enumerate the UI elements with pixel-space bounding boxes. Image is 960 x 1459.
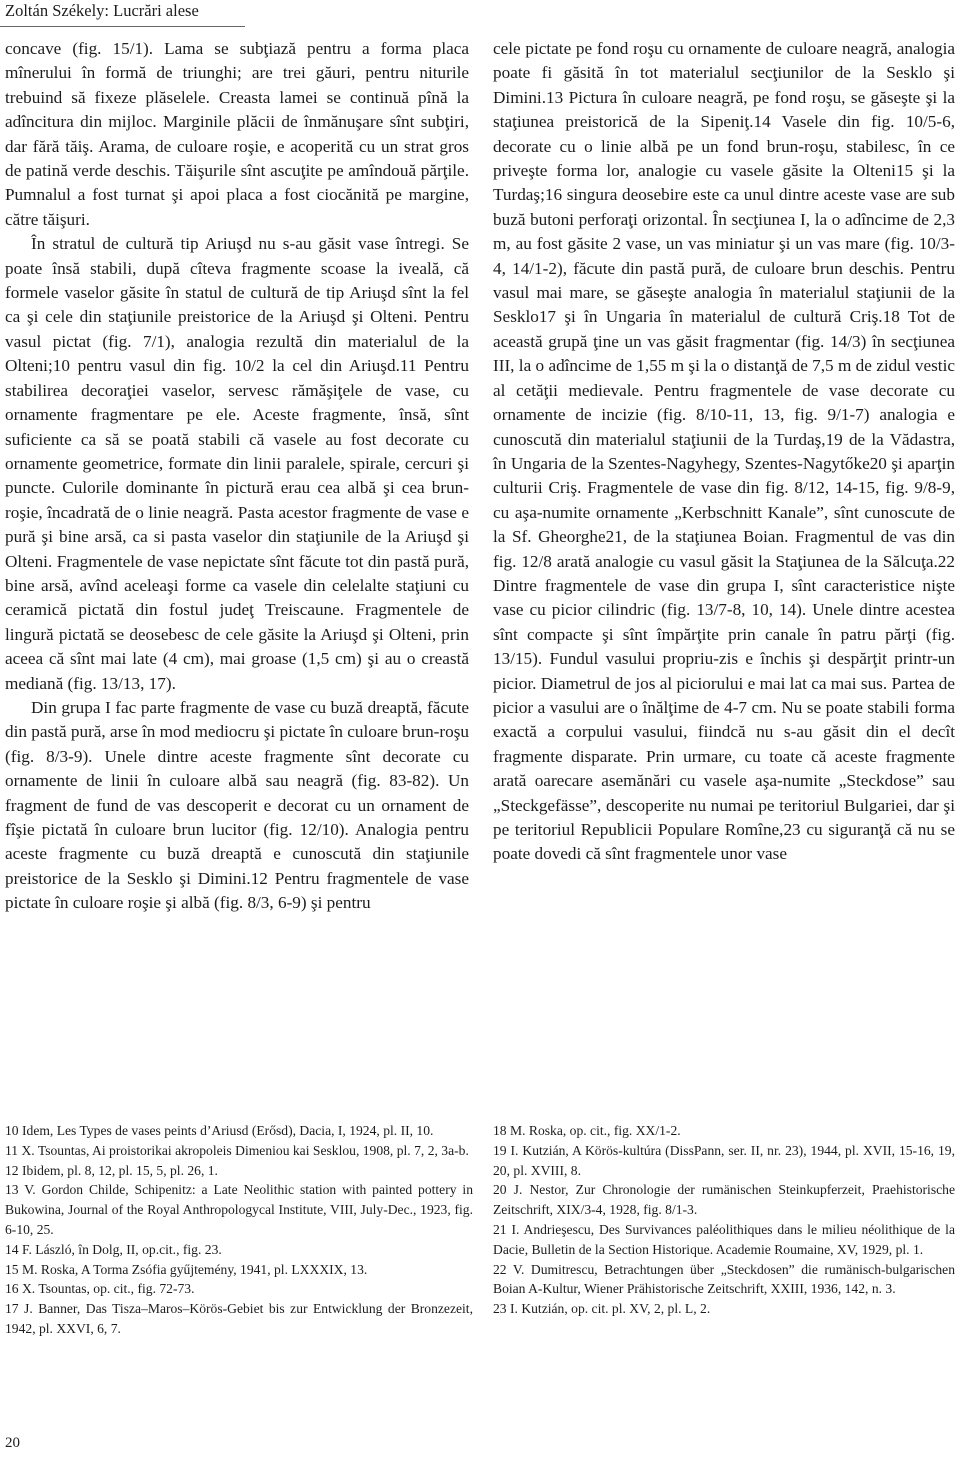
footnote: 23 I. Kutzián, op. cit. pl. XV, 2, pl. L, 2. [493,1301,711,1317]
footnote: 14 F. László, în Dolg, II, op.cit., fig. 23. [5,1241,222,1257]
text-column-left [5,37,469,916]
paragraph: concave (fig. 15/1). Lama se subţiază pentru a forma placa mînerului în formă de triunghi; are trei găuri, pentru niturile trebuind să fixeze plăselele. Creasta lamei se continuă pînă la adîncitura din mijloc. Marginile plăcii de înmănuşare sînt subţiri, dar fără tăiş. Arama, de culoare roşie, e acoperită cu un strat gros de patină verde deschis. Tăişurile sînt ascuţite pe amîndouă părţile. Pumnalul a fost turnat şi apoi placa a fost ciocănită pe margine, către tăişuri. [5,39,469,229]
header-rule [0,26,245,27]
footnote: 12 Ibidem, pl. 8, 12, pl. 15, 5, pl. 26, 1. [5,1162,218,1178]
footnote: 22 V. Dumitrescu, Betrachtungen über „Steckdosen” die rumänisch-bulgarischen Boian A-Kultur, Wiener Prähistorische Zeitschrift, XXIII, 1936, 142, n. 3. [493,1261,955,1297]
paragraph: În stratul de cultură tip Ariuşd nu s-au găsit vase întregi. Se poate însă stabili, după cîteva fragmente scoase la iveală, că formele vaselor găsite în statul de cultură de tip Ariuşd sînt la fel ca şi cele din staţiunile preistorice de la Ariuşd şi Olteni. Pentru vasul pictat (fig. 7/1), analogia rezultă din materialul de la Olteni;10 pentru vasul din fig. 10/2 la cel din Ariuşd.11 Pentru stabilirea decoraţiei vaselor, servesc rămăşiţele de vase, cu ornamente fragmentare pe ele. Aceste fragmente, însă, sînt suficiente ca să se poată stabili că vasele au fost decorate cu ornamente geometrice, formate din linii paralele, spirale, cercuri şi puncte. Culorile dominante în pictură erau cea albă şi cea brun-roşie, încadrată de o linie neagră. Pasta acestor fragmente de vase e pură şi bine arsă, ca si pasta vaselor din staţiunile de la Ariuşd şi Olteni. Fragmentele de vase nepictate sînt făcute tot din pastă pură, bine arsă, avînd aceleaşi forme ca vasele din celelalte staţiuni cu ceramică pictată din fostul judeţ Treiscaune. Fragmentele de lingură pictată se deosebesc de cele găsite la Ariuşd şi Olteni, prin aceea că sînt mai late (4 cm), mai groase (1,5 cm) şi au o creastă mediană (fig. 13/13, 17). [5,234,469,693]
text-column-right [493,37,955,867]
paragraph: cele pictate pe fond roşu cu ornamente de culoare neagră, analogia poate fi găsită în tot materialul secţiunilor de la Sesklo şi Dimini.13 Pictura în culoare neagră, pe fond roşu, se găseşte şi la staţiunea preistorică de la Sipeniţ.14 Vasele din fig. 10/5-6, decorate cu o linie albă pe un fond brun-roşu, stabilesc, în ce priveşte forma lor, analogie cu vasele găsite la Olteni15 şi la Turdaş;16 singura deosebire este ca unul dintre aceste vase are sub buză butoni perforaţi orizontal. În secţiunea I, la o adîncime de 2,3 m, au fost găsite 2 vase, un vas miniatur şi un vas mare (fig. 10/3-4, 14/1-2), făcute din pastă pură, de culoare brun deschis. Pentru vasul mai mare, se găseşte analogia în materialul staţiunii de la Sesklo17 şi în Ungaria în materialul de cultură Criş.18 Tot de această grupă ţine un vas găsit fragmentar (fig. 14/3) în secţiunea III, la o adîncime de 1,55 m şi la o distanţă de 7,5 m de zidul vestic al cetăţii medievale. Pentru fragmentele de vase decorate cu ornamente de incizie (fig. 8/10-11, 13, fig. 9/1-7) analogia e cunoscută din materialul staţiunii de la Turdaş,19 de la Vădastra, în Ungaria de la Szentes-Nagyhegy, Szentes-Nagytőke20 şi aparţin culturii Criş. Fragmentele de vase din fig. 8/12, 14-15, fig. 9/8-9, cu aşa-numite ornamente „Kerbschnitt Kanale”, sînt cunoscute de la Sf. Gheorghe21, de la staţiunea Boian. Fragmentul de vas din fig. 12/8 arată analogie cu vasul găsit la Staţiunea de la Sălcuţa.22 Dintre fragmentele de vase din grupa I, sînt caracteristice nişte vase cu picior cilindric (fig. 13/7-8, 10, 14). Unele dintre acestea sînt compacte şi sînt împărţite prin canale în patru părţi (fig. 13/15). Fundul vasului propriu-zis e închis şi despărţit printr-un picior. Diametrul de jos al piciorului e mai lat ca mai sus. Partea de picior a vasului are o înălţime de 4-7 cm. Nu se poate stabili forma exactă a corpului vasului, fiindcă nu s-au găsit din el decît fragmente disparate. Prin urmare, cu toate că aceste fragmente arată oarecare asemănări cu vasele aşa-numite „Steckdose” sau „Steckgefässe”, descoperite nu numai pe teritoriul Bulgariei, dar şi pe teritoriul Republicii Populare Romîne,23 cu siguranţă că nu se poate dovedi că sînt fragmentele unor vase [493,39,955,864]
footnote: 10 Idem, Les Types de vases peints d’Ariusd (Erősd), Dacia, I, 1924, pl. II, 10. [5,1123,434,1138]
footnote: 15 M. Roska, A Torma Zsófia gyűjtemény, 1941, pl. LXXXIX, 13. [5,1261,368,1277]
footnote: 11 X. Tsountas, Ai proistorikai akropoleis Dimeniou kai Sesklou, 1908, pl. 7, 2, 3a-b. [5,1142,469,1158]
footnote: 17 J. Banner, Das Tisza–Maros–Körös-Gebiet bis zur Entwicklung der Bronzezeit, 1942, pl. XXVI, 6, 7. [5,1301,473,1336]
running-header: Zoltán Székely: Lucrări alese [5,1,199,20]
footnote: 13 V. Gordon Childe, Schipenitz: a Late Neolithic station with painted pottery in Bukowina, Journal of the Royal Anthropologycal Institute, VIII, July-Dec., 1923, fig. 6-10, 25. [5,1182,473,1237]
footnotes-left [5,1121,473,1339]
footnote: 21 I. Andrieşescu, Des Survivances paléolithiques dans le milieu néolithique de la Dacie, Bulletin de la Section Historique. Academie Roumaine, XV, 1929, pl. 1. [493,1221,955,1257]
footnote: 18 M. Roska, op. cit., fig. XX/1-2. [493,1123,681,1138]
footnote: 16 X. Tsountas, op. cit., fig. 72-73. [5,1281,195,1297]
page-number: 20 [5,1435,20,1451]
footnote: 20 J. Nestor, Zur Chronologie der rumänischen Steinkupferzeit, Praehistorische Zeitschrift, XIX/3-4, 1928, fig. 8/1-3. [493,1182,955,1218]
paragraph: Din grupa I fac parte fragmente de vase cu buză dreaptă, făcute din pastă pură, arse în mod mediocru şi pictate în culoare brun-roşu (fig. 8/3-9). Unele dintre aceste fragmente sînt decorate cu ornamente de linii în culoare albă sau neagră (fig. 83-82). Un fragment de fund de vas descoperit e decorat cu un ornament de fîşie pictată în culoare brun lucitor (fig. 12/10). Analogia pentru aceste fragmente cu buză dreaptă e cunoscută din staţiunile preistorice de la Sesklo şi Dimini.12 Pentru fragmentele de vase pictate în culoare roşie şi albă (fig. 8/3, 6-9) şi pentru [5,697,469,913]
footnote: 19 I. Kutzián, A Körös-kultúra (DissPann, ser. II, nr. 23), 1944, pl. XVII, 15-16, 19, 20, pl. XVIII, 8. [493,1142,955,1178]
footnotes-right [493,1121,955,1319]
